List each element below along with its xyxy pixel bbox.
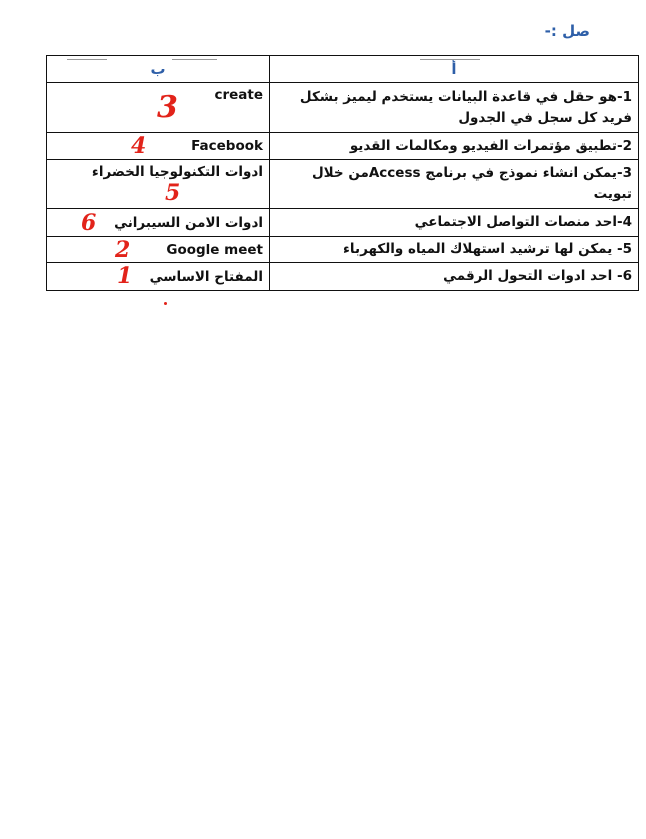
stray-ink-dot xyxy=(164,302,167,305)
question-cell: 6- احد ادوات التحول الرقمي xyxy=(270,263,639,291)
table-row xyxy=(47,133,639,160)
handwritten-mark: 6 xyxy=(81,210,97,236)
question-cell: 1-هو حقل في قاعدة البيانات يستخدم ليميز بشكل فريد كل سجل في الجدول xyxy=(270,83,639,133)
table-row xyxy=(47,237,639,263)
question-cell: 4-احد منصات التواصل الاجتماعي xyxy=(270,209,639,237)
handwritten-mark: 4 xyxy=(131,133,147,159)
question-cell: 3-يمكن انشاء نموذج في برنامج Accessمن خلال تبويت xyxy=(270,160,639,209)
handwritten-mark: 5 xyxy=(165,180,181,206)
answer-cell: المفتاح الاساسي 1 xyxy=(47,263,270,291)
handwritten-mark: 2 xyxy=(115,237,131,263)
answer-cell: Google meet 2 xyxy=(47,237,270,263)
column-a-header: أ xyxy=(270,56,639,83)
page-title: صل :- xyxy=(544,22,590,40)
handwritten-mark: 3 xyxy=(157,90,178,125)
answer-cell: create 3 xyxy=(47,83,270,133)
handwritten-mark: 1 xyxy=(117,263,133,289)
header-row xyxy=(47,56,639,83)
column-b-header: ب xyxy=(47,56,270,83)
answer-cell: ادوات الامن السيبراني 6 xyxy=(47,209,270,237)
question-cell: 5- يمكن لها ترشيد استهلاك المياه والكهرباء xyxy=(270,237,639,263)
table-row xyxy=(47,83,639,133)
answer-cell: ادوات التكنولوجيا الخضراء 5 xyxy=(47,160,270,209)
question-cell: 2-تطبيق مؤتمرات الفيديو ومكالمات القديو xyxy=(270,133,639,160)
matching-table xyxy=(46,55,639,291)
table-row xyxy=(47,160,639,209)
table-row xyxy=(47,209,639,237)
answer-cell: Facebook 4 xyxy=(47,133,270,160)
table-row xyxy=(47,263,639,291)
